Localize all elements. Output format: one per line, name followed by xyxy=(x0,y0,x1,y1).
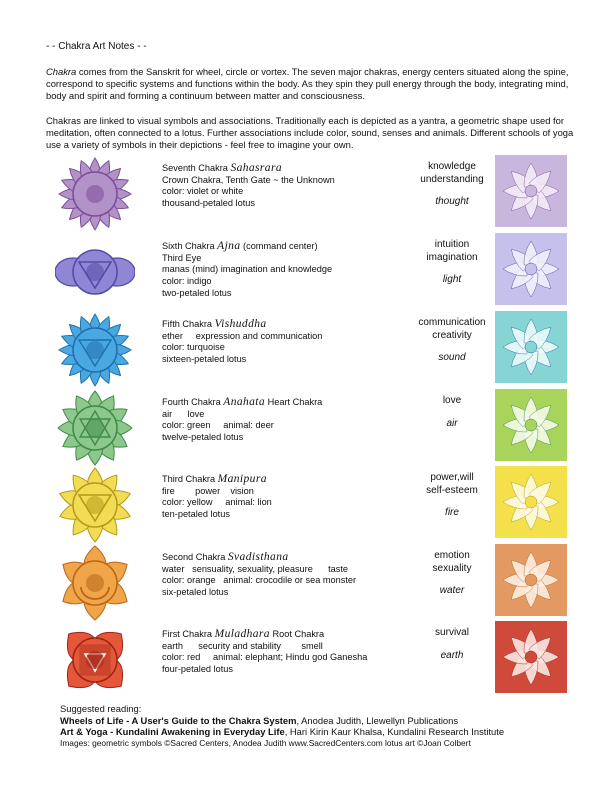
chakra-row xyxy=(0,544,612,622)
symbols-paragraph: Chakras are linked to visual symbols and associations. Traditionally each is depicted as a yantra, a geometric shape used for meditation, often connected to a lotus. Further associations include color, sound, senses and animals. Different schools of yoga use a variety of symbols in their depictions - feel free to imagine your own. xyxy=(46,115,574,150)
chakra-symbol xyxy=(55,621,135,699)
chakra-symbol xyxy=(55,544,135,622)
symbol-center xyxy=(86,574,104,592)
chakra-ordinal: Fifth Chakra xyxy=(162,319,215,329)
chakra-ordinal: Second Chakra xyxy=(162,552,228,562)
chakra-symbol xyxy=(55,155,135,233)
association-word: power,will xyxy=(430,472,474,483)
chakra-ordinal: First Chakra xyxy=(162,629,215,639)
chakra-detail-line: color: orange animal: crocodile or sea monster xyxy=(162,575,357,586)
chakra-row xyxy=(0,621,612,699)
symbol-center xyxy=(86,651,104,669)
chakra-description xyxy=(162,397,412,444)
symbol-center xyxy=(86,341,104,359)
lotus-center xyxy=(525,263,537,275)
chakra-detail-line: color: green animal: deer xyxy=(162,420,274,431)
chakra-ordinal: Sixth Chakra xyxy=(162,241,218,251)
chakra-heading-extra: Heart Chakra xyxy=(265,397,323,407)
chakra-element: air xyxy=(446,417,458,429)
chakra-heading xyxy=(162,241,412,253)
chakra-detail-line: color: indigo xyxy=(162,276,212,287)
chakra-detail-line: water sensuality, sexuality, pleasure taste xyxy=(162,563,349,574)
association-word: sexuality xyxy=(432,562,472,574)
chakra-heading xyxy=(162,163,412,175)
chakra-row xyxy=(0,311,612,389)
lotus-center xyxy=(525,574,537,586)
chakra-description xyxy=(162,474,412,521)
chakra-element: light xyxy=(442,274,462,285)
book-title-1: Wheels of Life - A User's Guide to the Chakra System xyxy=(60,714,297,726)
chakra-detail-line: two-petaled lotus xyxy=(162,287,232,298)
chakra-sanskrit-name: Anahata xyxy=(223,396,266,408)
chakra-symbol xyxy=(55,233,135,311)
lotus-art xyxy=(495,621,567,693)
chakra-ordinal: Seventh Chakra xyxy=(162,163,231,173)
page-title: - - Chakra Art Notes - - xyxy=(46,41,147,52)
chakra-associations xyxy=(400,395,504,430)
lotus-art xyxy=(495,155,567,227)
chakra-heading xyxy=(162,319,412,331)
association-word: imagination xyxy=(426,251,478,263)
book-details-2: , Hari Kirin Kaur Khalsa, Kundalini Research Institute xyxy=(284,726,505,737)
chakra-sanskrit-name: Ajna xyxy=(217,240,241,252)
chakra-associations xyxy=(400,161,504,209)
lotus-art xyxy=(495,389,567,461)
chakra-row xyxy=(0,466,612,544)
lotus-center xyxy=(525,185,537,197)
association-word: creativity xyxy=(432,329,472,341)
chakra-detail-line: six-petaled lotus xyxy=(162,587,229,598)
chakra-detail-line: color: turquoise xyxy=(162,342,225,353)
symbol-center xyxy=(86,185,104,203)
chakra-sanskrit-name: Vishuddha xyxy=(214,318,267,330)
chakra-description xyxy=(162,552,412,599)
lotus-center xyxy=(525,341,537,353)
chakra-element: fire xyxy=(445,507,459,518)
chakra-detail-line: fire power vision xyxy=(162,485,254,496)
chakra-symbol xyxy=(55,311,135,389)
chakra-row xyxy=(0,389,612,467)
symbol-center xyxy=(86,419,104,437)
chakra-description xyxy=(162,241,412,300)
chakra-detail-line: Third Eye xyxy=(162,252,202,263)
chakra-description xyxy=(162,319,412,366)
chakra-element: earth xyxy=(440,649,464,661)
book-details-1: , Anodea Judith, Llewellyn Publications xyxy=(296,714,459,726)
intro-text: comes from the Sanskrit for wheel, circle or vortex. The seven major chakras, energy centers situated along the spine, correspond to specific systems and functions within the body. As they spin they pull energy through the body, integrating mind, body and spirit and forming a continuum between matter and consciousness. xyxy=(46,66,569,101)
reading-item-1 xyxy=(60,715,580,727)
chakra-associations xyxy=(400,317,504,365)
reading-item-2 xyxy=(60,726,580,738)
chakra-ordinal: Third Chakra xyxy=(162,474,218,484)
chakra-heading-extra: Root Chakra xyxy=(269,629,325,639)
lotus-center xyxy=(525,651,537,663)
chakra-heading-extra: (command center) xyxy=(240,241,318,251)
intro-paragraph xyxy=(46,66,576,102)
lotus-art xyxy=(495,466,567,538)
chakra-sanskrit-name: Sahasrara xyxy=(230,162,282,174)
chakra-detail-line: earth security and stability smell xyxy=(162,640,323,651)
lotus-art xyxy=(495,311,567,383)
chakra-detail-line: color: yellow animal: lion xyxy=(162,497,272,508)
association-word: knowledge xyxy=(428,161,476,172)
chakra-description xyxy=(162,629,412,676)
book-title-2: Art & Yoga - Kundalini Awakening in Everyday Life xyxy=(60,726,285,737)
chakra-detail-line: air love xyxy=(162,408,205,419)
reading-label: Suggested reading: xyxy=(60,703,142,714)
chakra-element: sound xyxy=(438,352,466,363)
chakra-associations xyxy=(400,239,504,287)
lotus-art xyxy=(495,233,567,305)
chakra-detail-line: color: violet or white xyxy=(162,186,244,197)
chakra-detail-line: twelve-petaled lotus xyxy=(162,432,244,443)
intro-term: Chakra xyxy=(46,66,77,77)
association-word: intuition xyxy=(434,239,470,250)
chakra-heading xyxy=(162,629,412,641)
association-word: self-esteem xyxy=(426,484,478,496)
chakra-heading xyxy=(162,552,412,564)
chakra-detail-line: four-petaled lotus xyxy=(162,664,233,675)
chakra-detail-line: color: red animal: elephant; Hindu god Ganesha xyxy=(162,652,368,663)
chakra-heading xyxy=(162,397,412,409)
chakra-detail-line: ether expression and communication xyxy=(162,330,323,341)
chakra-detail-line: manas (mind) imagination and knowledge xyxy=(162,264,333,275)
chakra-detail-line: Crown Chakra, Tenth Gate ~ the Unknown xyxy=(162,174,335,185)
association-word: survival xyxy=(435,627,469,638)
chakra-symbol xyxy=(55,466,135,544)
lotus-center xyxy=(525,496,537,508)
chakra-associations xyxy=(400,550,504,598)
chakra-detail-line: sixteen-petaled lotus xyxy=(162,354,247,365)
chakra-ordinal: Fourth Chakra xyxy=(162,397,224,407)
chakra-detail-line: ten-petaled lotus xyxy=(162,509,230,520)
chakra-row xyxy=(0,155,612,233)
suggested-reading xyxy=(60,703,580,749)
chakra-detail-line: thousand-petaled lotus xyxy=(162,198,255,209)
chakra-associations xyxy=(400,472,504,520)
symbol-center xyxy=(86,263,104,281)
chakra-symbol xyxy=(55,389,135,467)
chakra-heading xyxy=(162,474,412,486)
lotus-center xyxy=(525,419,537,431)
association-word: communication xyxy=(418,317,486,328)
association-word: understanding xyxy=(420,173,484,185)
association-word: love xyxy=(442,395,462,406)
chakra-sanskrit-name: Manipura xyxy=(217,473,267,485)
chakra-sanskrit-name: Svadisthana xyxy=(227,551,289,563)
association-word: emotion xyxy=(434,550,470,561)
chakra-row xyxy=(0,233,612,311)
chakra-description xyxy=(162,163,412,210)
chakra-element: thought xyxy=(435,196,469,207)
image-credits: Images: geometric symbols ©Sacred Centers, Anodea Judith www.SacredCenters.com lotus art ©Joan Colbert xyxy=(60,737,471,748)
chakra-associations xyxy=(400,627,504,662)
chakra-element: water xyxy=(439,585,465,596)
lotus-art xyxy=(495,544,567,616)
symbol-center xyxy=(86,496,104,514)
chakra-sanskrit-name: Muladhara xyxy=(214,628,270,640)
